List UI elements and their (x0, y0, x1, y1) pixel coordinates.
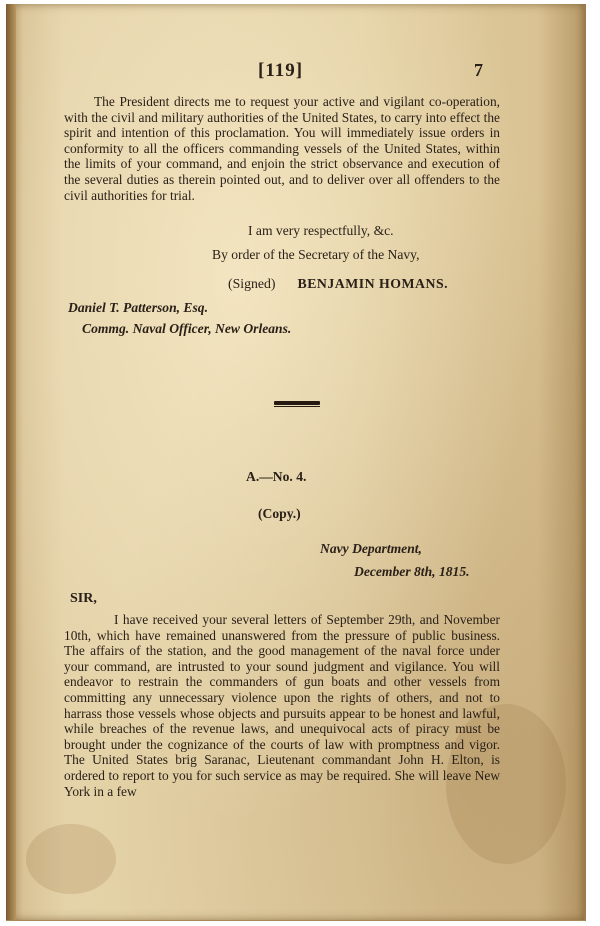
page-number: 7 (474, 60, 483, 80)
letter-date: December 8th, 1815. (354, 564, 470, 579)
page-header (6, 60, 584, 84)
signature-line (228, 276, 448, 292)
section-divider-underline (274, 406, 320, 407)
page-spine (6, 4, 16, 920)
document-number: A.—No. 4. (246, 469, 307, 484)
department-heading: Navy Department, (320, 541, 422, 556)
signed-label: (Signed) (228, 276, 276, 291)
closing-line: I am very respectfully, &c. (248, 223, 394, 238)
section-divider (274, 401, 320, 405)
page-bracket-number: [119] (258, 60, 304, 81)
paragraph-directive: The President directs me to request your active and vigilant co-operation, with the civil and military authorities of the United States, to carry into effect the spirit and intention of this proclamation. You will immediately issue orders in conformity to all the officers commanding vessels of the United States, within the limits of your command, and enjoin the strict observance and execution of the several duties as therein pointed out, and to deliver over all offenders to the civil authorities for trial. (64, 94, 500, 203)
letter-body: I have received your several letters of September 29th, and November 10th, which have remained unanswered from the pressure of public business. The affairs of the station, and the good management of the naval force under your command, are intrusted to your sound judgment and vigilance. You will endeavor to restrain the commanders of gun boats and other vessels from committing any unnecessary violence upon the rights of others, and not to harrass those vessels whose objects and pursuits appear to be honest and lawful, while breaches of the revenue laws, and unequivocal acts of piracy must be brought under the cognizance of the courts of law with promptness and vigor. The United States brig Saranac, Lieutenant commandant John H. Elton, is ordered to report to you for such service as may be required. She will leave New York in a few (64, 612, 500, 799)
document-page (6, 4, 586, 921)
signer-name: BENJAMIN HOMANS. (297, 276, 449, 291)
addressee-name: Daniel T. Patterson, Esq. (68, 300, 208, 315)
by-order-line: By order of the Secretary of the Navy, (212, 247, 420, 262)
copy-label: (Copy.) (258, 506, 301, 521)
age-stain (26, 824, 116, 894)
addressee-title: Commg. Naval Officer, New Orleans. (82, 321, 292, 336)
salutation: SIR, (70, 591, 97, 606)
